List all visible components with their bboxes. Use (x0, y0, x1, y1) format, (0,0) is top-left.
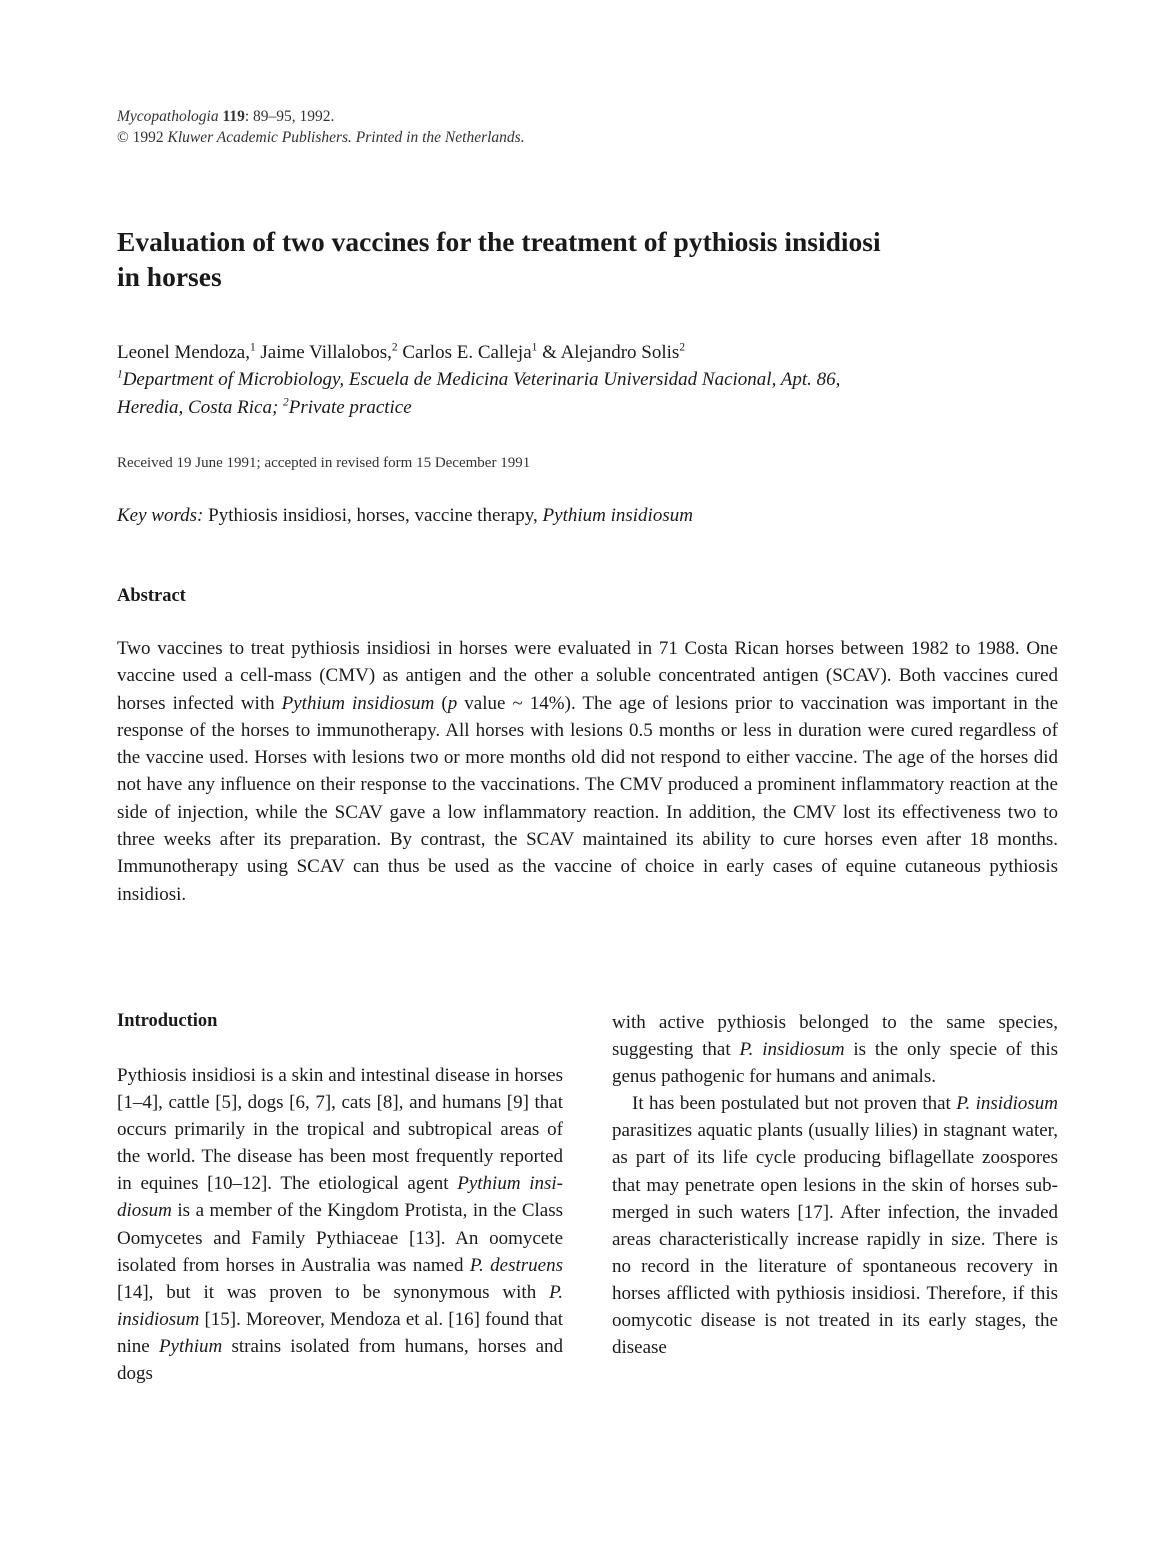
author: Jaime Villalobos, (260, 342, 392, 363)
copyright-line (117, 127, 525, 148)
intro-paragraph (612, 1009, 1058, 1090)
keywords-label: Key words: (117, 505, 204, 526)
author: Carlos E. Calleja (402, 342, 532, 363)
author-list (117, 340, 685, 366)
intro-text: is a member of the Kingdom Protista, in the Class Oomycetes and Family Pythiaceae [13]. An oomycete isolated from horses in Australia was named (117, 1200, 563, 1276)
title-line-2: in horses (117, 261, 222, 292)
intro-text: is the only specie of this genus pathogenic for humans and animals. (612, 1039, 1058, 1088)
abstract-part: Two vaccines to treat pythiosis insidiosi in horses were evaluated in 71 Costa Rican horses between 1982 to 1988. One vaccine used a cell-mass (CMV) as antigen and the other a soluble concentrated antigen (SCAV). Both vaccines cured horses infected with (117, 638, 1058, 714)
intro-species: P. insidiosum (739, 1039, 845, 1061)
keywords-species: Pythium insidiosum (542, 505, 693, 526)
intro-species: P. insidiosum (117, 1281, 564, 1330)
journal-citation (117, 106, 525, 148)
abstract-text (117, 635, 1058, 908)
intro-species: P. insidiosum (956, 1093, 1058, 1115)
intro-text: [14], but it was proven to be synonymous with (117, 1281, 537, 1303)
intro-text: Pythiosis insidiosi is a skin and intestinal disease in horses [1–4], cattle [5], dogs [6, 7], cats [8], and humans [9] that occurs primarily in the tropical and subtropical areas of the world. The disease has been most frequently reported in equines [10–12]. The etiological agent (117, 1065, 563, 1195)
intro-species: Pythium insidiosum (117, 1173, 563, 1222)
introduction-right-column (612, 1009, 1058, 1361)
intro-text: with active pythiosis belonged to the same species, suggesting that (612, 1012, 1058, 1061)
intro-text: strains isolated from humans, horses and dogs (117, 1335, 564, 1385)
intro-text: parasitizes aquatic plants (usually lilies) in stagnant water, as part of its life cycle producing biflagellate zoospores that may penetrate open lesions in the skin of horses submerged in such waters [17]. After infection, the invaded areas characteristically increase rapidly in size. There is no record in the literature of spontaneous recovery in horses afflicted with pythiosis insidiosi. Therefore, if this oomycotic disease is not treated in its early stages, the disease (612, 1120, 1058, 1359)
journal-volume: 119 (222, 108, 245, 125)
copyright-year: 1992 (132, 129, 164, 146)
author-affiliation-mark: 2 (679, 341, 686, 354)
author-affiliation-mark: 1 (249, 341, 256, 354)
abstract-species: Pythium insidiosum (281, 692, 435, 714)
author-affiliation-mark: 1 (531, 341, 538, 354)
citation-line (117, 106, 525, 127)
publisher: Kluwer Academic Publishers. Printed in the Netherlands. (167, 129, 525, 146)
intro-paragraph (612, 1090, 1058, 1361)
journal-pages: : 89–95, 1992. (244, 108, 335, 125)
affiliation-1: Department of Microbiology, Escuela de Medicina Veterinaria Universidad Nacional, Apt. 86, (122, 369, 841, 390)
paper-title (117, 224, 1017, 294)
intro-text: [15]. Moreover, Mendoza et al. [16] found that nine (117, 1308, 563, 1357)
copyright-symbol: © (117, 129, 129, 146)
keywords-terms: Pythiosis insidiosi, horses, vaccine therapy, (208, 505, 538, 526)
author: Leonel Mendoza, (117, 342, 250, 363)
author-affiliation-mark: 2 (391, 341, 398, 354)
introduction-left-column (117, 1062, 563, 1387)
p-value-symbol: p (447, 692, 458, 714)
affiliation-1-location: Heredia, Costa Rica; (117, 397, 279, 418)
abstract-part: ( (441, 692, 448, 714)
affiliation-2: Private practice (288, 397, 412, 418)
keywords (117, 503, 693, 529)
intro-species: P. destruens (469, 1254, 563, 1276)
author: & Alejandro Solis (542, 342, 680, 363)
received-dates: Received 19 June 1991; accepted in revised form 15 December 1991 (117, 455, 531, 471)
intro-species: Pythium (158, 1335, 223, 1357)
abstract-heading: Abstract (117, 586, 186, 606)
affiliation-mark: 1 (117, 368, 123, 381)
introduction-heading: Introduction (117, 1011, 218, 1031)
affiliations (117, 366, 1077, 422)
abstract-part: value ~ 14%). The age of lesions prior to vaccination was important in the response of the horses to immunotherapy. All horses with lesions 0.5 months or less in duration were cured regardless of the vaccine used. Horses with lesions two or more months old did not respond to either vaccine. The age of the horses did not have any influence on their response to the vaccinations. The CMV produced a prominent inflammatory reaction at the side of injection, while the SCAV gave a low inflammatory reaction. In addition, the CMV lost its effectiveness two to three weeks after its preparation. By contrast, the SCAV maintained its ability to cure horses even after 18 months. Immunotherapy using SCAV can thus be used as the vaccine of choice in early cases of equine cutaneous pythiosis insidiosi. (117, 692, 1059, 905)
intro-text: It has been postulated but not proven that (632, 1093, 951, 1115)
title-line-1: Evaluation of two vaccines for the treatment of pythiosis insidiosi (117, 226, 881, 257)
journal-name: Mycopathologia (117, 108, 219, 125)
affiliation-mark: 2 (283, 396, 289, 409)
